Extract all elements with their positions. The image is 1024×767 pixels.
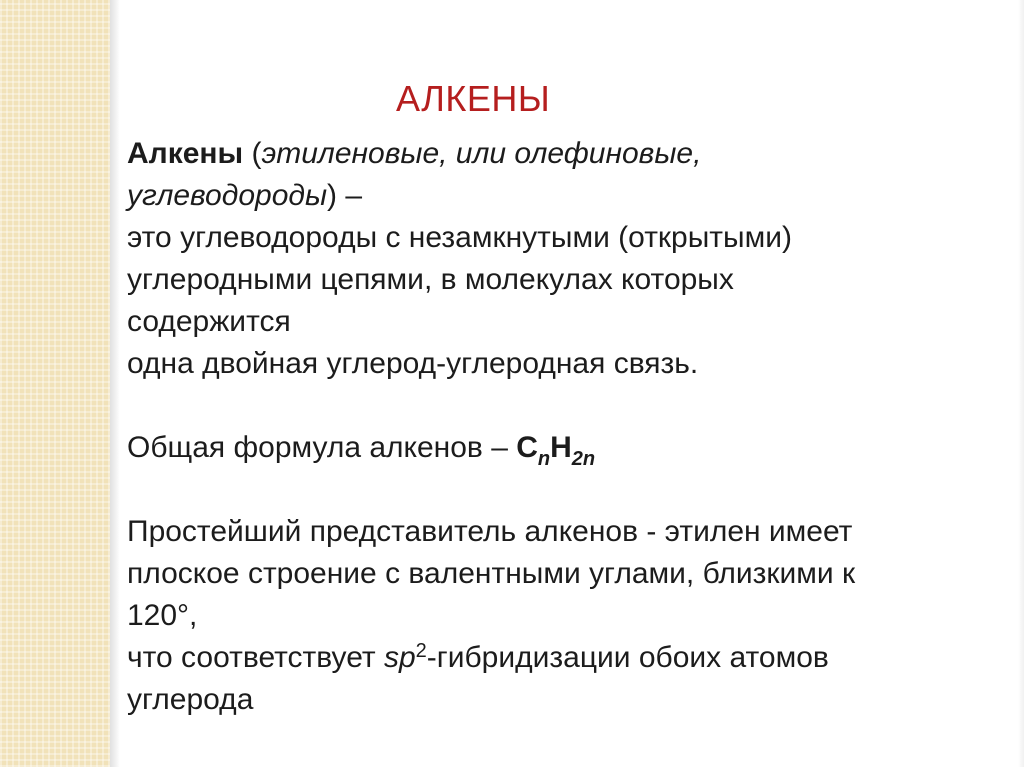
- right-edge-shadow: [1018, 0, 1024, 767]
- ethylene-line-3: 120°,: [127, 599, 198, 632]
- hybridization-post: -гибридизации обоих атомов: [426, 641, 829, 674]
- definition-line-5: содержится: [127, 305, 291, 338]
- ethylene-line-2: плоское строение с валентными углами, близкими к: [127, 557, 856, 590]
- paren-open: (: [243, 137, 262, 170]
- hybridization-pre: что соответствует: [127, 641, 384, 674]
- alkene-formula: [516, 431, 596, 470]
- slide-title: АЛКЕНЫ: [396, 78, 551, 119]
- definition-line-2: [127, 175, 987, 217]
- side-band-shadow: [110, 0, 120, 767]
- decorative-side-band: [0, 0, 110, 767]
- formula-hydrogen-subscript: 2n: [571, 448, 596, 470]
- formula-label: Общая формула алкенов –: [127, 431, 517, 464]
- synonyms-cont-text: углеводороды: [127, 179, 328, 212]
- definition-line-1: [127, 133, 987, 175]
- formula-hydrogen: H: [550, 431, 572, 464]
- sp-orbital: sp: [383, 641, 416, 674]
- ethylene-line-5: углерода: [127, 683, 254, 716]
- formula-carbon: C: [516, 431, 538, 464]
- ethylene-line-1: Простейший представитель алкенов - этилен имеет: [127, 515, 853, 548]
- term-alkenes: Алкены: [127, 137, 244, 170]
- spacer: [127, 469, 987, 511]
- synonyms-text: этиленовые, или олефиновые,: [261, 137, 702, 170]
- paren-close-dash: ) –: [327, 179, 363, 212]
- general-formula-line: [127, 427, 987, 469]
- definition-line-4: углеродными цепями, в молекулах которых: [127, 263, 734, 296]
- slide-content: [127, 133, 987, 721]
- formula-carbon-subscript: n: [537, 448, 551, 470]
- definition-line-3: это углеводороды с незамкнутыми (открытыми): [127, 221, 792, 254]
- ethylene-line-4: [127, 637, 987, 679]
- spacer: [127, 385, 987, 427]
- definition-line-6: одна двойная углерод-углеродная связь.: [127, 347, 699, 380]
- sp-superscript: 2: [415, 640, 427, 662]
